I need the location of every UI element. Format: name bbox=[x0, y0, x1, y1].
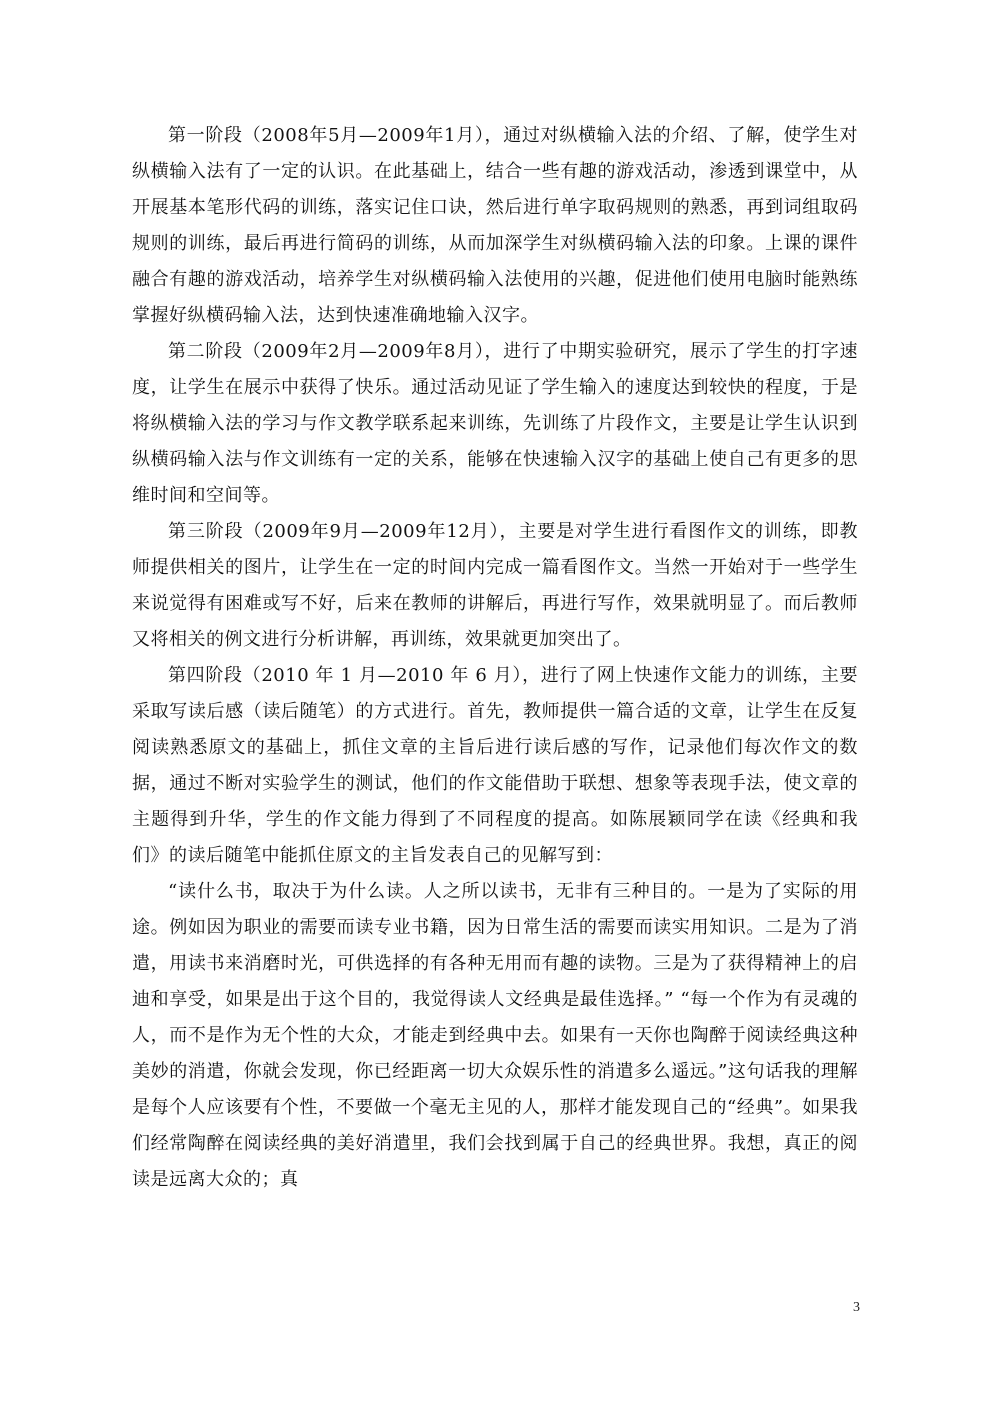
paragraph-quotation: “读什么书，取决于为什么读。人之所以读书，无非有三种目的。一是为了实际的用途。例如因为职业的需要而读专业书籍，因为日常生活的需要而读实用知识。二是为了消遣，用读书来消磨时光，可供选择的有各种无用而有趣的读物。三是为了获得精神上的启迪和享受，如果是出于这个目的，我觉得读人文经典是最佳选择。” “每一个作为有灵魂的人，而不是作为无个性的大众，才能走到经典中去。如果有一天你也陶醉于阅读经典这种美妙的消遣，你就会发现，你已经距离一切大众娱乐性的消遣多么遥远。”这句话我的理解是每个人应该要有个性，不要做一个毫无主见的人，那样才能发现自己的“经典”。如果我们经常陶醉在阅读经典的美好消遣里，我们会找到属于自己的经典世界。我想，真正的阅读是远离大众的；真 bbox=[132, 881, 858, 1190]
body-text bbox=[132, 118, 858, 1198]
paragraph-stage-one: 第一阶段（2008年5月—2009年1月），通过对纵横输入法的介绍、了解，使学生对纵横输入法有了一定的认识。在此基础上，结合一些有趣的游戏活动，渗透到课堂中，从开展基本笔形代码的训练，落实记住口诀，然后进行单字取码规则的熟悉，再到词组取码规则的训练，最后再进行简码的训练，从而加深学生对纵横码输入法的印象。上课的课件融合有趣的游戏活动，培养学生对纵横码输入法使用的兴趣，促进他们使用电脑时能熟练掌握好纵横码输入法，达到快速准确地输入汉字。 bbox=[132, 125, 858, 326]
paragraph-stage-three: 第三阶段（2009年9月—2009年12月），主要是对学生进行看图作文的训练，即教师提供相关的图片，让学生在一定的时间内完成一篇看图作文。当然一开始对于一些学生来说觉得有困难或写不好，后来在教师的讲解后，再进行写作，效果就明显了。而后教师又将相关的例文进行分析讲解，再训练，效果就更加突出了。 bbox=[132, 521, 858, 650]
page-number: 3 bbox=[853, 1300, 860, 1315]
paragraph-stage-four: 第四阶段（2010 年 1 月—2010 年 6 月），进行了网上快速作文能力的训练，主要采取写读后感（读后随笔）的方式进行。首先，教师提供一篇合适的文章，让学生在反复阅读熟悉原文的基础上，抓住文章的主旨后进行读后感的写作，记录他们每次作文的数据，通过不断对实验学生的测试，他们的作文能借助于联想、想象等表现手法，使文章的主题得到升华，学生的作文能力得到了不同程度的提高。如陈展颖同学在读《经典和我们》的读后随笔中能抓住原文的主旨发表自己的见解写到： bbox=[132, 665, 858, 866]
paragraph-stage-two: 第二阶段（2009年2月—2009年8月），进行了中期实验研究，展示了学生的打字速度，让学生在展示中获得了快乐。通过活动见证了学生输入的速度达到较快的程度，于是将纵横输入法的学习与作文教学联系起来训练，先训练了片段作文，主要是让学生认识到纵横码输入法与作文训练有一定的关系，能够在快速输入汉字的基础上使自己有更多的思维时间和空间等。 bbox=[132, 341, 858, 506]
